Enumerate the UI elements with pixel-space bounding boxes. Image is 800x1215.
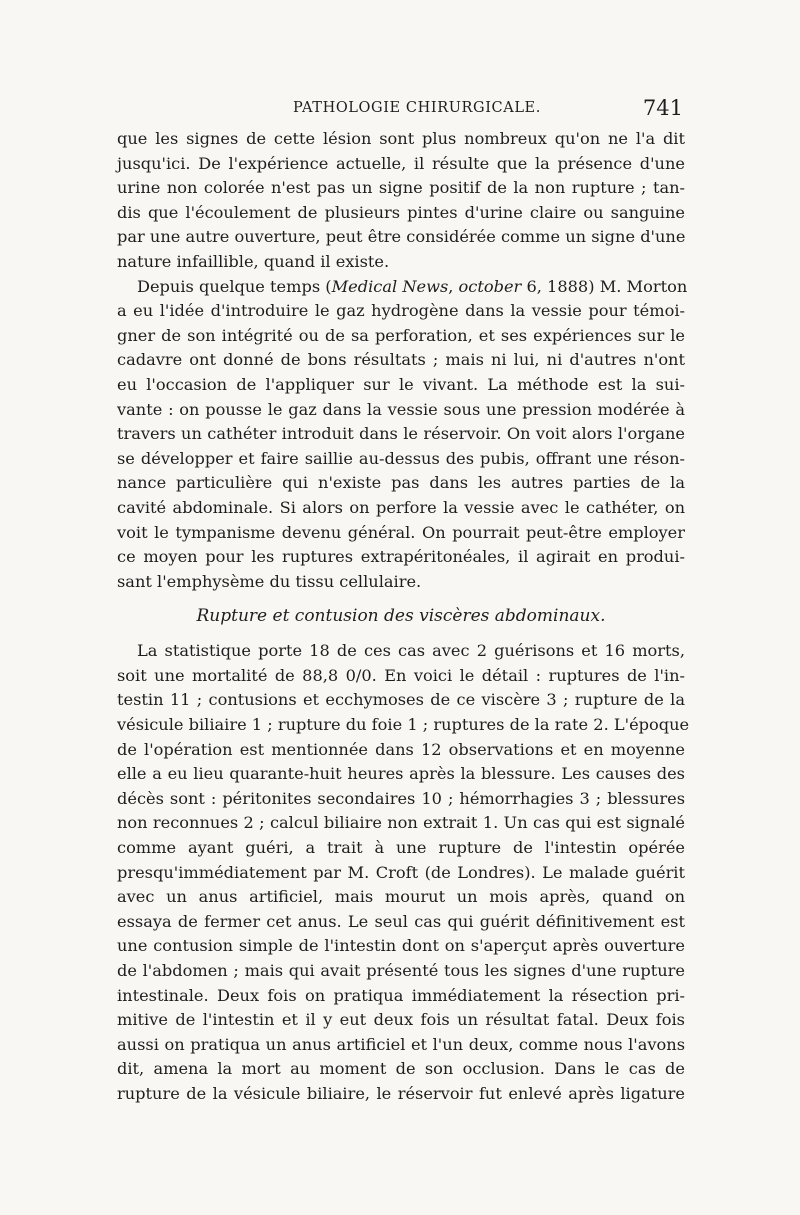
running-header	[117, 96, 685, 122]
text-line: urine non colorée n'est pas un signe positif de la non rupture ; tan-	[117, 178, 685, 198]
text-line: rupture de la vésicule biliaire, le réservoir fut enlevé après ligature	[117, 1083, 685, 1103]
text-line: non reconnues 2 ; calcul biliaire non extrait 1. Un cas qui est signalé	[117, 813, 685, 833]
page-number: 741	[642, 96, 683, 120]
text-line: La statistique porte 18 de ces cas avec 2 guérisons et 16 morts,	[137, 641, 685, 661]
text-line: essaya de fermer cet anus. Le seul cas qui guérit définitivement est	[117, 911, 685, 931]
text-line: que les signes de cette lésion sont plus nombreux qu'on ne l'a dit	[117, 129, 685, 148]
body-text	[117, 127, 690, 1107]
text-line: soit une mortalité de 88,8 0/0. En voici le détail : ruptures de l'in-	[117, 665, 685, 685]
text-line: cadavre ont donné de bons résultats ; mais ni lui, ni d'autres n'ont	[117, 350, 685, 370]
text-line: voit le tympanisme devenu général. On pourrait peut-être employer	[117, 522, 685, 542]
text-line: elle a eu lieu quarante-huit heures après la blessure. Les causes des	[117, 764, 685, 784]
running-head-title: PATHOLOGIE CHIRURGICALE.	[293, 100, 541, 116]
text-line: de l'abdomen ; mais qui avait présenté tous les signes d'une rupture	[117, 961, 685, 980]
text-line: une contusion simple de l'intestin dont on s'aperçut après ouverture	[117, 936, 685, 956]
text-line: mitive de l'intestin et il y eut deux fois un résultat fatal. Deux fois	[117, 1010, 685, 1030]
text-run: Depuis quelque temps (	[137, 276, 332, 296]
text-line: nature infaillible, quand il existe.	[117, 251, 390, 271]
text-line: intestinale. Deux fois on pratiqua immédiatement la résection pri-	[117, 985, 685, 1005]
text-run: 6, 1888) M. Morton	[521, 276, 688, 296]
text-line: par une autre ouverture, peut être considérée comme un signe d'une	[117, 227, 686, 247]
text-run: ,	[448, 276, 459, 296]
text-line: eu l'occasion de l'appliquer sur le vivant. La méthode est la sui-	[117, 374, 685, 394]
text-line: sant l'emphysème du tissu cellulaire.	[117, 571, 422, 591]
text-line: travers un cathéter introduit dans le réservoir. On voit alors l'organe	[117, 424, 685, 444]
text-line: se développer et faire saillie au-dessus des pubis, offrant une réson-	[117, 448, 685, 468]
text-line	[117, 275, 688, 300]
paragraph-1	[117, 127, 685, 275]
text-line: vésicule biliaire 1 ; rupture du foie 1 ; ruptures de la rate 2. L'époque	[117, 715, 690, 735]
text-line: dis que l'écoulement de plusieurs pintes d'urine claire ou sanguine	[117, 202, 685, 222]
text-line: testin 11 ; contusions et ecchymoses de ce viscère 3 ; rupture de la	[117, 690, 685, 710]
italic-citation: Medical News	[331, 276, 449, 296]
text-line: ce moyen pour les ruptures extrapéritonéales, il agirait en produi-	[117, 547, 685, 567]
paragraph-2	[117, 275, 688, 595]
text-line: dit, amena la mort au moment de son occlusion. Dans le cas de	[117, 1059, 685, 1079]
section-title: Rupture et contusion des viscères abdominaux.	[196, 606, 606, 627]
text-line: vante : on pousse le gaz dans la vessie sous une pression modérée à	[117, 399, 685, 419]
text-line: de l'opération est mentionnée dans 12 observations et en moyenne	[117, 739, 685, 759]
text-line: a eu l'idée d'introduire le gaz hydrogène dans la vessie pour témoi-	[117, 301, 685, 321]
text-line: gner de son intégrité ou de sa perforation, et ses expériences sur le	[117, 325, 685, 345]
paragraph-3	[117, 639, 690, 1106]
text-line: avec un anus artificiel, mais mourut un mois après, quand on	[117, 887, 685, 907]
text-line: cavité abdominale. Si alors on perfore la vessie avec le cathéter, on	[117, 497, 685, 517]
text-line: presqu'immédiatement par M. Croft (de Londres). Le malade guérit	[117, 862, 685, 882]
text-line: jusqu'ici. De l'expérience actuelle, il résulte que la présence d'une	[117, 153, 685, 173]
text-line: décès sont : péritonites secondaires 10 ; hémorrhagies 3 ; blessures	[117, 788, 685, 808]
text-line: aussi on pratiqua un anus artificiel et l'un deux, comme nous l'avons	[117, 1034, 685, 1054]
italic-citation: october	[458, 276, 522, 296]
text-line: comme ayant guéri, a trait à une rupture de l'intestin opérée	[117, 838, 685, 858]
text-line: nance particulière qui n'existe pas dans les autres parties de la	[117, 473, 685, 493]
